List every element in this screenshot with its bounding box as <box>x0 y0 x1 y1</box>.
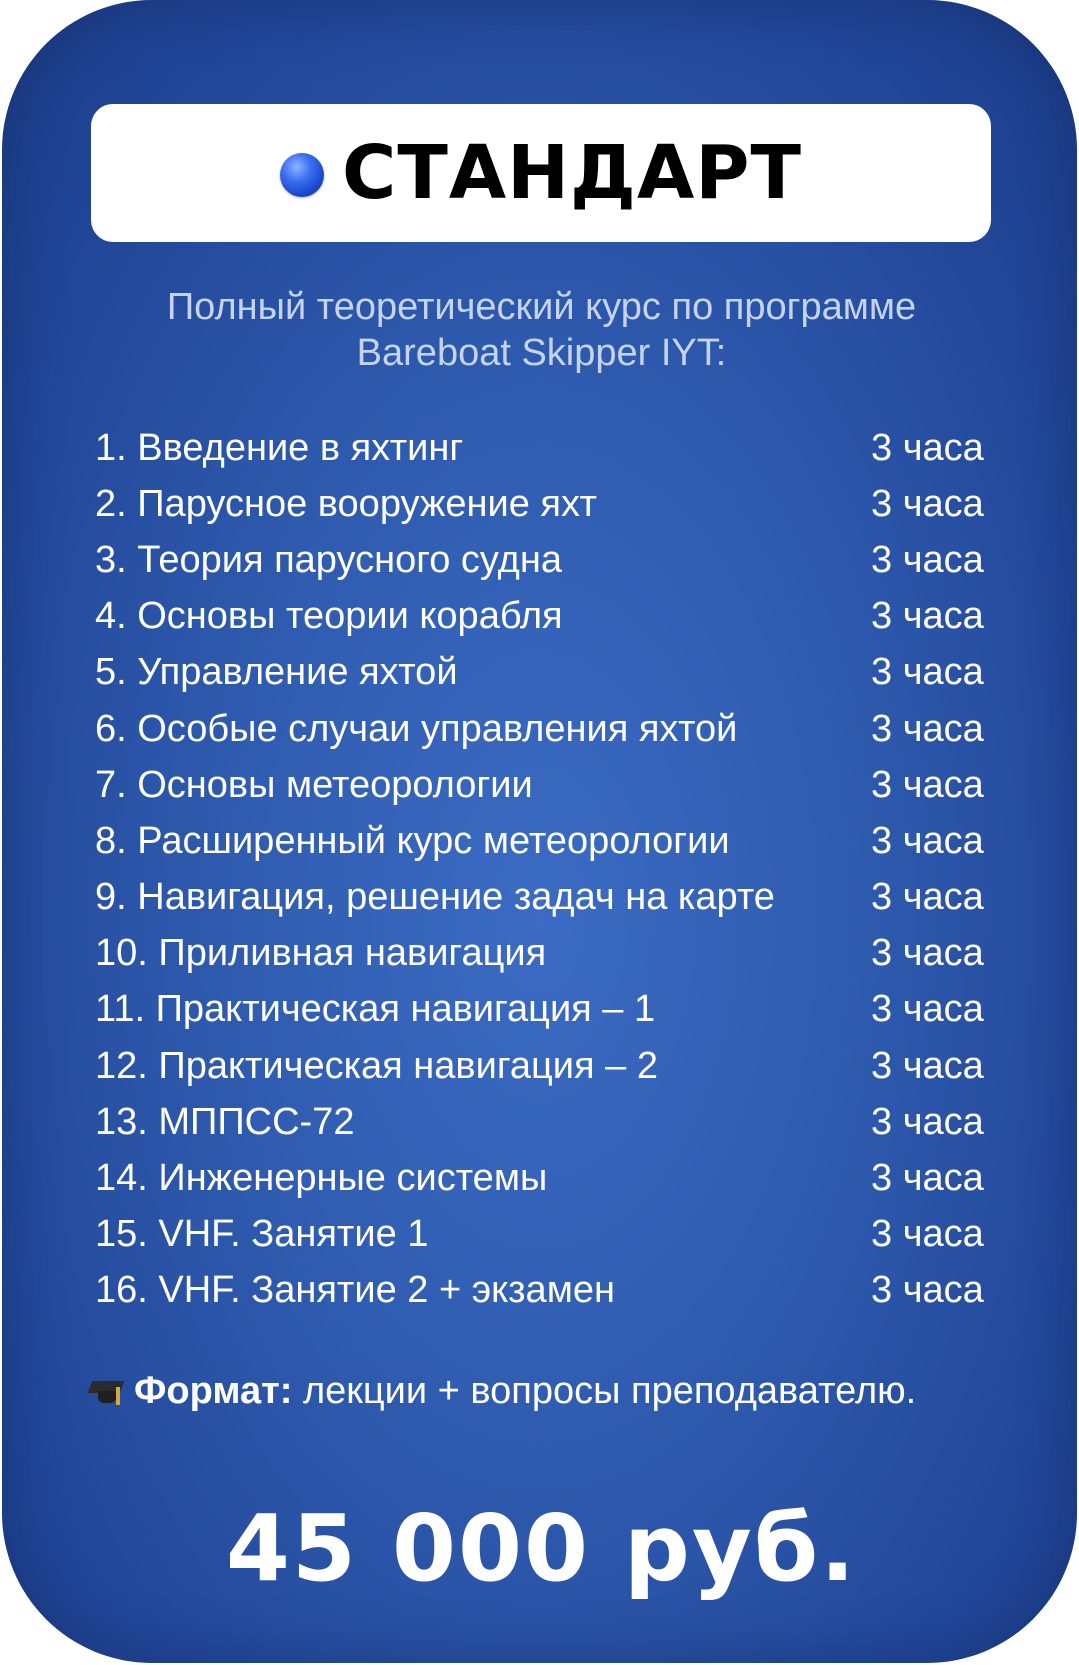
course-name: 5. Управление яхтой <box>95 651 458 694</box>
course-row <box>95 476 983 532</box>
course-name: 13. МППСС-72 <box>95 1100 355 1143</box>
course-name: 3. Теория парусного судна <box>95 538 562 581</box>
course-name: 16. VHF. Занятие 2 + экзамен <box>95 1269 615 1312</box>
course-row <box>95 982 983 1038</box>
course-name: 11. Практическая навигация – 1 <box>95 988 656 1031</box>
course-row <box>95 870 983 926</box>
course-name: 14. Инженерные системы <box>95 1157 548 1200</box>
price: 45 000 руб. <box>225 1495 858 1602</box>
course-row <box>95 532 983 588</box>
course-row <box>95 757 983 813</box>
course-hours: 3 часа <box>871 651 984 694</box>
format-line <box>88 1370 1048 1413</box>
course-name: 10. Приливная навигация <box>95 932 547 975</box>
course-name: 2. Парусное вооружение яхт <box>95 482 597 525</box>
subtitle-line-2: Bareboat Skipper IYT: <box>356 332 727 374</box>
course-card <box>2 0 1077 1663</box>
blue-circle-icon <box>280 153 324 197</box>
course-name: 15. VHF. Занятие 1 <box>95 1213 429 1256</box>
course-hours: 3 часа <box>871 1213 984 1256</box>
course-list <box>95 420 983 1319</box>
course-row <box>95 1150 983 1206</box>
course-row <box>95 645 983 701</box>
title-box <box>91 104 991 242</box>
course-name: 1. Введение в яхтинг <box>95 426 464 469</box>
course-hours: 3 часа <box>871 482 984 525</box>
course-hours: 3 часа <box>871 1157 984 1200</box>
course-row <box>95 813 983 869</box>
course-hours: 3 часа <box>871 932 984 975</box>
course-row <box>95 420 983 476</box>
course-row <box>95 701 983 757</box>
course-name: 9. Навигация, решение задач на карте <box>95 876 775 919</box>
course-row <box>95 1038 983 1094</box>
format-text: лекции + вопросы преподавателю. <box>302 1370 917 1412</box>
course-row <box>95 1263 983 1319</box>
course-hours: 3 часа <box>871 1269 984 1312</box>
subtitle <box>2 284 1077 376</box>
course-hours: 3 часа <box>871 595 984 638</box>
course-name: 8. Расширенный курс метеорологии <box>95 819 730 862</box>
course-row <box>95 1207 983 1263</box>
course-hours: 3 часа <box>871 819 984 862</box>
page-title: СТАНДАРТ <box>342 130 802 216</box>
course-hours: 3 часа <box>871 538 984 581</box>
course-row <box>95 1094 983 1150</box>
course-name: 7. Основы метеорологии <box>95 763 533 806</box>
course-name: 12. Практическая навигация – 2 <box>95 1044 658 1087</box>
course-row <box>95 589 983 645</box>
course-hours: 3 часа <box>871 988 984 1031</box>
format-label: Формат: <box>134 1370 293 1412</box>
subtitle-line-1: Полный теоретический курс по программе <box>166 286 917 328</box>
course-hours: 3 часа <box>871 1100 984 1143</box>
course-name: 4. Основы теории корабля <box>95 595 563 638</box>
graduation-cap-icon <box>88 1375 124 1409</box>
course-hours: 3 часа <box>871 707 984 750</box>
course-name: 6. Особые случаи управления яхтой <box>95 707 738 750</box>
course-row <box>95 926 983 982</box>
course-hours: 3 часа <box>871 876 984 919</box>
course-hours: 3 часа <box>871 763 984 806</box>
course-hours: 3 часа <box>871 426 984 469</box>
course-hours: 3 часа <box>871 1044 984 1087</box>
